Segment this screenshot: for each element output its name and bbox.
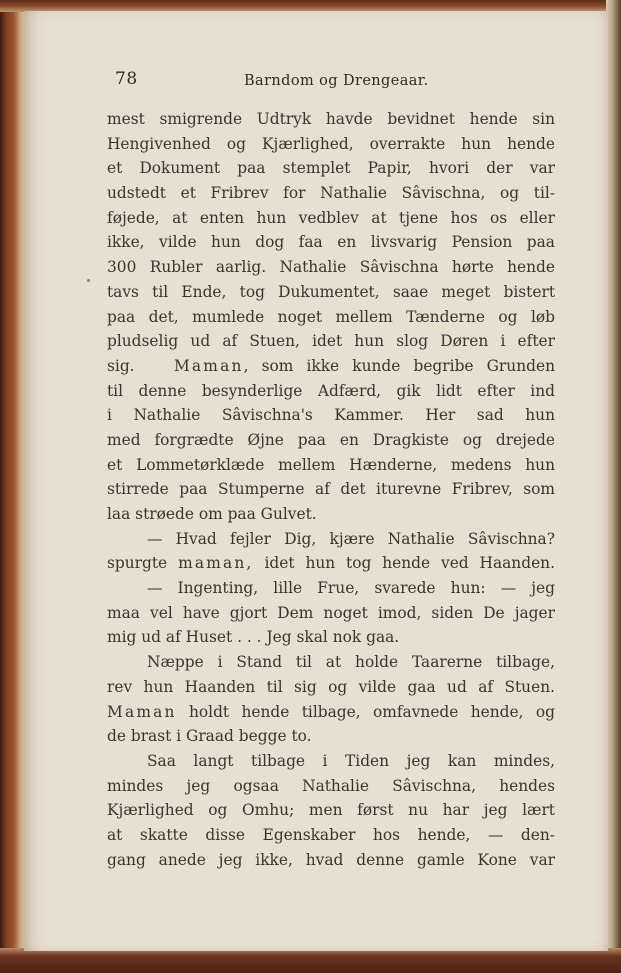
- text-line: med forgrædte Øjne paa en Dragkiste og drejede: [107, 430, 555, 449]
- text-line: ikke, vilde hun dog faa en livsvarig Pension paa: [107, 233, 555, 252]
- book-page: [24, 11, 608, 951]
- text-line: paa det, mumlede noget mellem Tænderne og løb: [107, 307, 555, 326]
- text-line-rest: idet hun tog hende ved Haanden.: [264, 554, 555, 573]
- text-line: [107, 551, 555, 576]
- text-line-rest: , som ikke kunde begribe Grunden: [243, 356, 555, 375]
- text-line: Hengivenhed og Kjærlighed, overrakte hun hende: [107, 134, 555, 153]
- text-line: Saa langt tilbage i Tiden jeg kan mindes,: [147, 751, 555, 770]
- text-line: at skatte disse Egenskaber hos hende, — den-: [107, 825, 555, 844]
- word-spurgte: spurgte: [107, 554, 168, 573]
- book-right-edge: [606, 0, 621, 973]
- text-line: 300 Rubler aarlig. Nathalie Sâvischna hørte hende: [107, 258, 555, 277]
- text-line: [107, 700, 555, 725]
- text-line: de brast i Graad begge to.: [107, 727, 312, 746]
- text-line: — Hvad fejler Dig, kjære Nathalie Sâvischna?: [147, 529, 555, 548]
- text-line: Næppe i Stand til at holde Taarerne tilbage,: [147, 653, 555, 672]
- text-line: Kjærlighed og Omhu; men først nu har jeg lært: [107, 801, 555, 820]
- text-line: gang anede jeg ikke, hvad denne gamle Kone var: [107, 850, 555, 869]
- text-line: laa strøede om paa Gulvet.: [107, 505, 317, 523]
- running-head: [24, 11, 608, 91]
- text-line: pludselig ud af Stuen, idet hun slog Døren i efter: [107, 332, 555, 351]
- text-line: i Nathalie Sâvischna's Kammer. Her sad hun: [107, 406, 555, 425]
- text-line: [107, 354, 555, 379]
- text-line: maa vel have gjort Dem noget imod, siden De jager: [107, 603, 555, 622]
- body-text: [107, 107, 555, 872]
- word-maman-lower: maman,: [178, 554, 254, 573]
- text-line: et Lommetørklæde mellem Hænderne, medens hun: [107, 455, 555, 474]
- text-line: tavs til Ende, tog Dukumentet, saae meget bistert: [107, 282, 555, 301]
- running-title: Barndom og Drengeaar.: [244, 73, 429, 89]
- text-line: udstedt et Fribrev for Nathalie Sâvischna, og til-: [107, 184, 555, 203]
- text-line-rest: holdt hende tilbage, omfavnede hende, og: [188, 702, 555, 721]
- word-maman: Maman: [107, 702, 177, 721]
- text-line: et Dokument paa stemplet Papir, hvori der var: [107, 159, 555, 178]
- book-bottom-edge: [0, 948, 621, 973]
- text-line: rev hun Haanden til sig og vilde gaa ud af Stuen.: [107, 677, 555, 696]
- text-line: mest smigrende Udtryk havde bevidnet hende sin: [107, 110, 555, 128]
- text-line: mindes jeg ogsaa Nathalie Sâvischna, hendes: [107, 776, 555, 795]
- text-line: mig ud af Huset . . . Jeg skal nok gaa.: [107, 628, 400, 647]
- text-line: til denne besynderlige Adfærd, gik lidt efter ind: [107, 381, 555, 400]
- text-line: — Ingenting, lille Frue, svarede hun: — jeg: [147, 579, 555, 598]
- text-line: føjede, at enten hun vedblev at tjene hos os eller: [107, 208, 555, 227]
- page-number: 78: [115, 69, 138, 89]
- word-maman: Maman: [173, 356, 244, 375]
- margin-speck: [87, 279, 90, 282]
- word-sig: sig.: [107, 356, 135, 375]
- text-line: stirrede paa Stumperne af det iturevne Fribrev, som: [107, 480, 555, 499]
